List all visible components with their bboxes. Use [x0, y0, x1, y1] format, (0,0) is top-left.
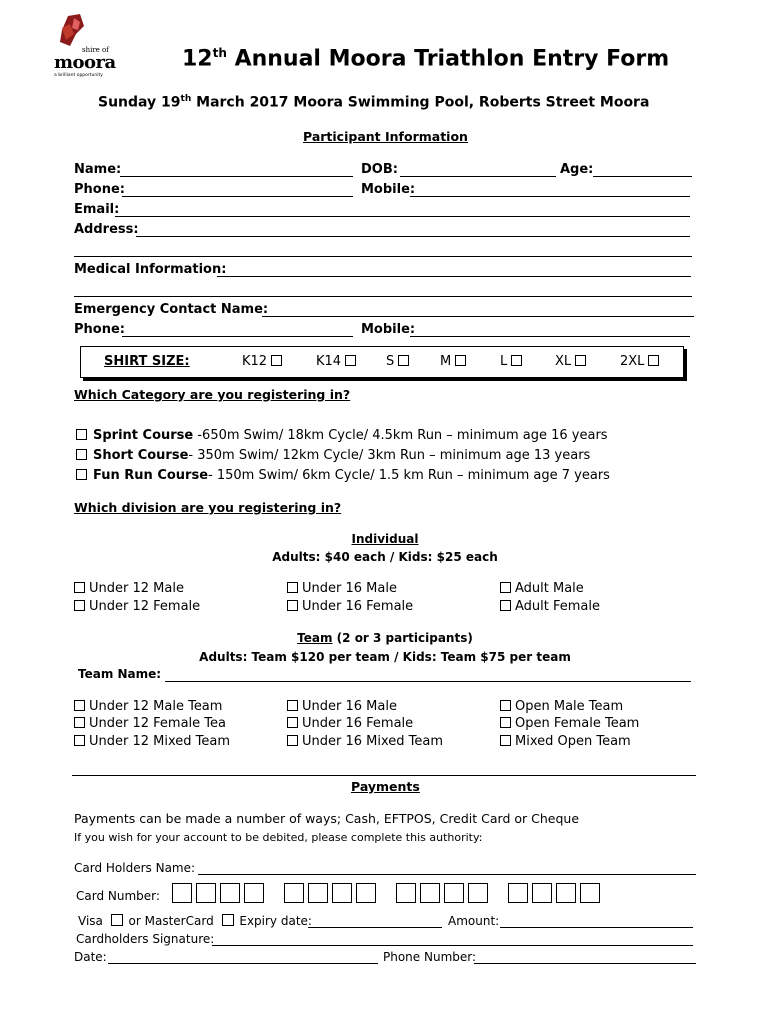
option-under16-female[interactable]: Under 16 Female: [287, 599, 413, 614]
phone-field[interactable]: [122, 196, 353, 197]
option-u16-male-team[interactable]: Under 16 Male: [287, 699, 397, 714]
checkbox[interactable]: [500, 717, 511, 728]
option-u16-mixed-team[interactable]: Under 16 Mixed Team: [287, 734, 443, 749]
payments-authority-note: If you wish for your account to be debited, please complete this authority:: [74, 831, 483, 844]
card-type-row: Visa or MasterCard Expiry date:: [78, 914, 312, 928]
option-u16-female-team[interactable]: Under 16 Female: [287, 716, 413, 731]
logo-tagline: a brilliant opportunity: [54, 73, 103, 78]
participant-heading: Participant Information: [303, 129, 468, 144]
individual-heading: Individual: [351, 532, 419, 546]
amount-field[interactable]: [500, 927, 693, 928]
visa-checkbox[interactable]: [111, 914, 123, 926]
shirt-option-m[interactable]: M: [440, 354, 466, 369]
checkbox[interactable]: [500, 600, 511, 611]
age-label: Age:: [560, 162, 594, 177]
checkbox[interactable]: [287, 735, 298, 746]
checkbox[interactable]: [511, 355, 522, 366]
medical-field[interactable]: [217, 276, 691, 277]
age-field[interactable]: [593, 176, 692, 177]
checkbox[interactable]: [500, 700, 511, 711]
checkbox[interactable]: [398, 355, 409, 366]
mobile-field[interactable]: [410, 196, 690, 197]
checkbox[interactable]: [271, 355, 282, 366]
checkbox[interactable]: [287, 582, 298, 593]
checkbox[interactable]: [287, 600, 298, 611]
medical-field-line2[interactable]: [74, 296, 692, 297]
name-field[interactable]: [120, 176, 353, 177]
address-field[interactable]: [136, 236, 690, 237]
checkbox[interactable]: [74, 582, 85, 593]
card-holder-field[interactable]: [198, 874, 696, 875]
checkbox[interactable]: [76, 469, 87, 480]
name-label: Name:: [74, 162, 122, 177]
course-option-short[interactable]: Short Course- 350m Swim/ 12km Cycle/ 3km Run – minimum age 13 years: [76, 448, 590, 463]
phone-number-field[interactable]: [474, 963, 696, 964]
date-field[interactable]: [108, 963, 378, 964]
shire-logo: [50, 12, 130, 82]
emergency-contact-label: Emergency Contact Name:: [74, 302, 269, 317]
checkbox[interactable]: [500, 582, 511, 593]
address-label: Address:: [74, 222, 139, 237]
emergency-contact-field[interactable]: [262, 316, 694, 317]
emergency-mobile-label: Mobile:: [361, 322, 416, 337]
form-title: 12th Annual Moora Triathlon Entry Form: [182, 46, 670, 72]
form-subtitle: Sunday 19th March 2017 Moora Swimming Pool, Roberts Street Moora: [98, 94, 650, 111]
shirt-option-2xl[interactable]: 2XL: [620, 354, 659, 369]
emergency-phone-field[interactable]: [122, 336, 353, 337]
course-option-sprint[interactable]: Sprint Course -650m Swim/ 18km Cycle/ 4.5km Run – minimum age 16 years: [76, 428, 608, 443]
checkbox[interactable]: [74, 600, 85, 611]
shirt-size-label: SHIRT SIZE:: [104, 354, 190, 369]
shirt-option-k12[interactable]: K12: [242, 354, 282, 369]
medical-label: Medical Information:: [74, 262, 227, 277]
card-holder-label: Card Holders Name:: [74, 861, 196, 875]
checkbox[interactable]: [76, 449, 87, 460]
course-option-fun-run[interactable]: Fun Run Course- 150m Swim/ 6km Cycle/ 1.5 km Run – minimum age 7 years: [76, 468, 610, 483]
logo-text-top: shire of: [82, 46, 109, 54]
checkbox[interactable]: [345, 355, 356, 366]
team-name-label: Team Name:: [78, 667, 162, 681]
expiry-field[interactable]: [308, 927, 442, 928]
phone-label: Phone:: [74, 182, 125, 197]
card-number-field[interactable]: [172, 883, 604, 907]
option-mixed-open-team[interactable]: Mixed Open Team: [500, 734, 631, 749]
dob-label: DOB:: [361, 162, 398, 177]
category-question: Which Category are you registering in?: [74, 387, 351, 402]
payments-divider: [72, 775, 696, 776]
shirt-option-k14[interactable]: K14: [316, 354, 356, 369]
division-question: Which division are you registering in?: [74, 500, 342, 515]
shirt-option-xl[interactable]: XL: [555, 354, 586, 369]
checkbox[interactable]: [500, 735, 511, 746]
option-open-male-team[interactable]: Open Male Team: [500, 699, 623, 714]
card-number-label: Card Number:: [76, 889, 160, 903]
option-under12-male[interactable]: Under 12 Male: [74, 581, 184, 596]
option-u12-male-team[interactable]: Under 12 Male Team: [74, 699, 222, 714]
team-heading: Team (2 or 3 participants): [297, 631, 473, 645]
mastercard-checkbox[interactable]: [222, 914, 234, 926]
individual-price: Adults: $40 each / Kids: $25 each: [272, 550, 498, 564]
option-u12-female-team[interactable]: Under 12 Female Tea: [74, 716, 226, 731]
signature-label: Cardholders Signature:: [76, 932, 215, 946]
date-label: Date:: [74, 950, 107, 964]
signature-field[interactable]: [212, 945, 693, 946]
address-field-line2[interactable]: [74, 256, 692, 257]
logo-text-main: moora: [54, 52, 116, 73]
checkbox[interactable]: [575, 355, 586, 366]
option-open-female-team[interactable]: Open Female Team: [500, 716, 639, 731]
team-price: Adults: Team $120 per team / Kids: Team $75 per team: [199, 650, 571, 664]
team-name-field[interactable]: [165, 681, 691, 682]
option-adult-female[interactable]: Adult Female: [500, 599, 600, 614]
checkbox[interactable]: [74, 735, 85, 746]
option-under16-male[interactable]: Under 16 Male: [287, 581, 397, 596]
amount-label: Amount:: [448, 914, 500, 928]
option-u12-mixed-team[interactable]: Under 12 Mixed Team: [74, 734, 230, 749]
dob-field[interactable]: [400, 176, 556, 177]
checkbox[interactable]: [287, 700, 298, 711]
shirt-option-l[interactable]: L: [500, 354, 522, 369]
checkbox[interactable]: [287, 717, 298, 728]
checkbox[interactable]: [455, 355, 466, 366]
checkbox[interactable]: [74, 717, 85, 728]
emergency-mobile-field[interactable]: [410, 336, 690, 337]
shirt-option-s[interactable]: S: [386, 354, 409, 369]
email-field[interactable]: [115, 216, 690, 217]
option-adult-male[interactable]: Adult Male: [500, 581, 584, 596]
option-under12-female[interactable]: Under 12 Female: [74, 599, 200, 614]
checkbox[interactable]: [648, 355, 659, 366]
checkbox[interactable]: [76, 429, 87, 440]
phone-number-label: Phone Number:: [383, 950, 477, 964]
payments-heading: Payments: [351, 779, 420, 794]
email-label: Email:: [74, 202, 120, 217]
checkbox[interactable]: [74, 700, 85, 711]
emergency-phone-label: Phone:: [74, 322, 125, 337]
payments-methods: Payments can be made a number of ways; Cash, EFTPOS, Credit Card or Cheque: [74, 811, 580, 826]
mobile-label: Mobile:: [361, 182, 416, 197]
